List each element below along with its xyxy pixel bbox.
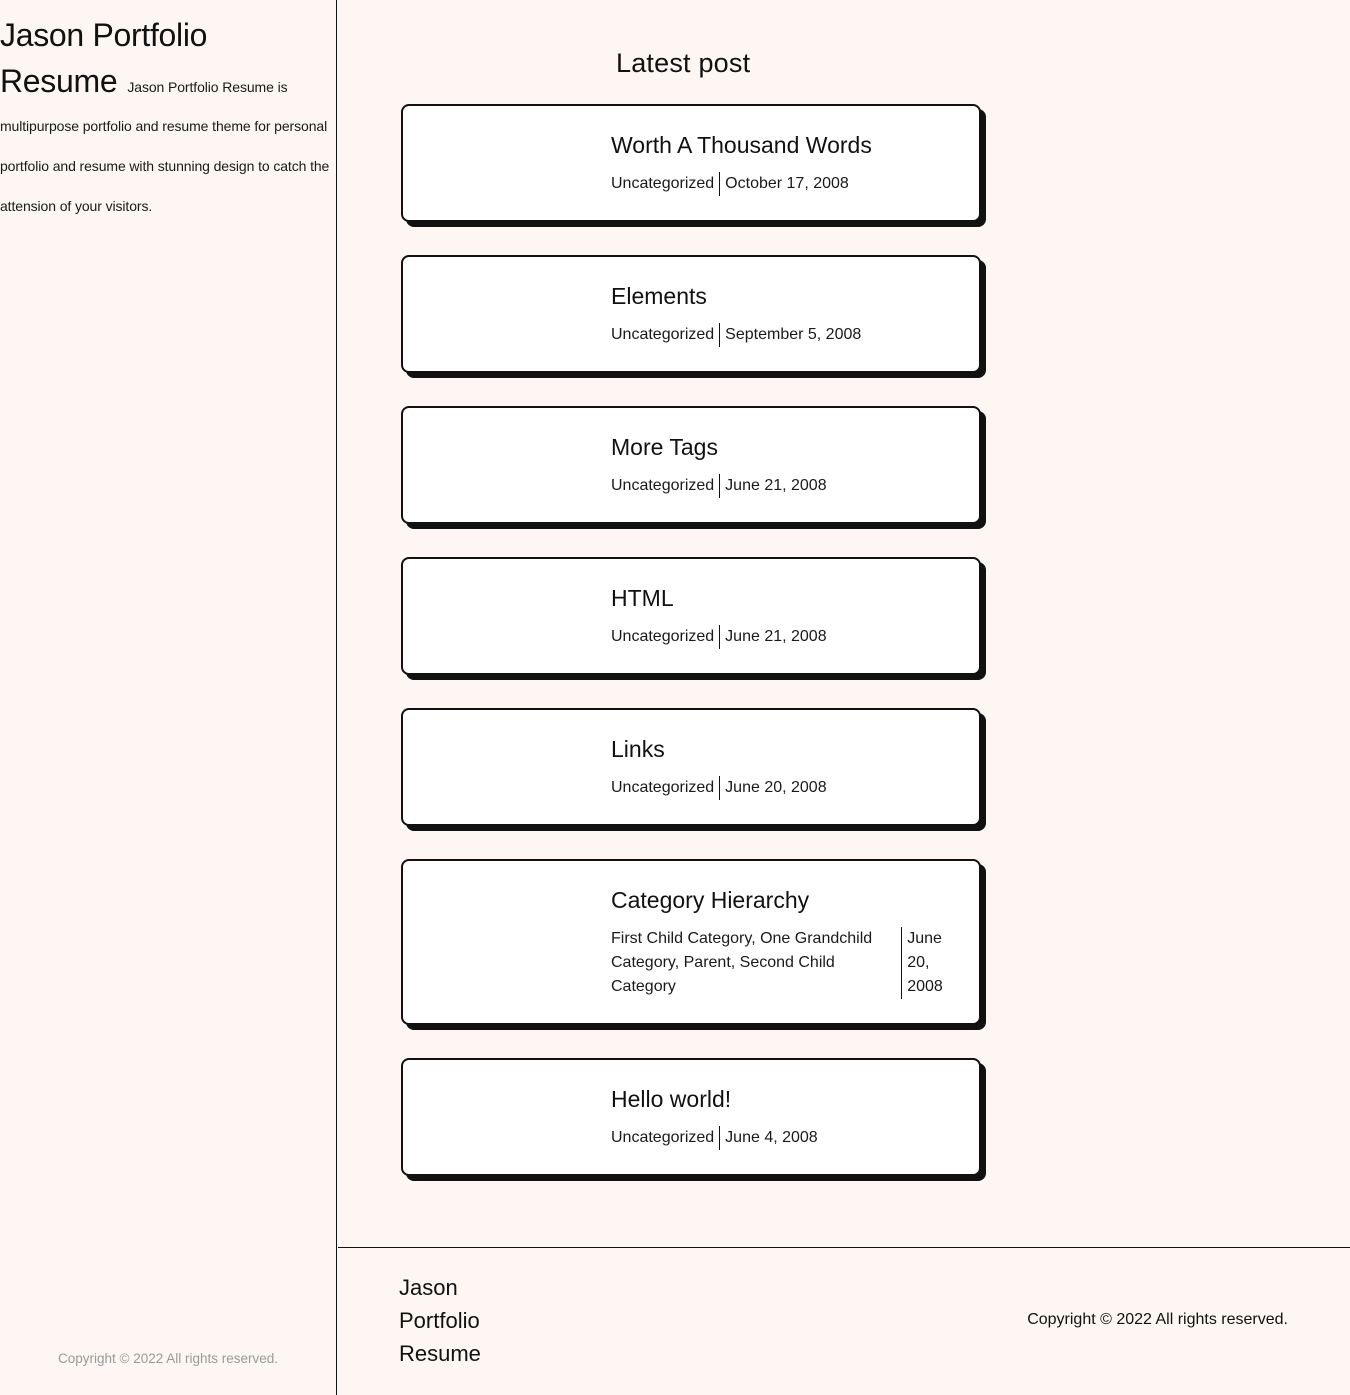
post-date-link[interactable]: June 21, 2008	[725, 477, 827, 494]
post-meta	[611, 927, 959, 999]
post-category-link[interactable]: First Child Category, One Grandchild Category, Parent, Second Child Category	[611, 930, 873, 995]
post-category-link[interactable]: Uncategorized	[611, 175, 715, 192]
post-meta	[611, 776, 959, 800]
section-heading: Latest post	[616, 48, 751, 78]
post-meta	[611, 172, 959, 196]
post-category-link[interactable]: Uncategorized	[611, 326, 715, 343]
post-title-link[interactable]: More Tags	[611, 434, 718, 460]
footer-site-title[interactable]: Jason Portfolio Resume	[399, 1275, 481, 1366]
post-card	[401, 557, 981, 675]
footer	[338, 1247, 1350, 1395]
post-category-link[interactable]: Uncategorized	[611, 477, 715, 494]
post-meta	[611, 323, 959, 347]
post-card	[401, 1058, 981, 1176]
post-meta	[611, 625, 959, 649]
post-date-link[interactable]: October 17, 2008	[725, 175, 849, 192]
site-branding	[0, 16, 333, 227]
post-date-link[interactable]: June 20, 2008	[907, 930, 943, 995]
post-card	[401, 708, 981, 826]
post-category-link[interactable]: Uncategorized	[611, 1129, 715, 1146]
post-title-link[interactable]: Category Hierarchy	[611, 887, 810, 913]
post-date-link[interactable]: June 21, 2008	[725, 628, 827, 645]
post-title-link[interactable]: Elements	[611, 283, 707, 309]
post-meta	[611, 1126, 959, 1150]
post-category-link[interactable]: Uncategorized	[611, 628, 715, 645]
sidebar	[0, 0, 337, 1395]
post-card	[401, 406, 981, 524]
post-meta	[611, 474, 959, 498]
footer-copyright: Copyright © 2022 All rights reserved.	[1027, 1311, 1288, 1328]
post-card	[401, 859, 981, 1025]
post-card	[401, 104, 981, 222]
post-card	[401, 255, 981, 373]
post-title-link[interactable]: Worth A Thousand Words	[611, 132, 872, 158]
post-title-link[interactable]: Links	[611, 736, 665, 762]
post-date-link[interactable]: June 20, 2008	[725, 779, 827, 796]
site-title-link[interactable]: Jason Portfolio Resume	[0, 17, 208, 99]
post-date-link[interactable]: June 4, 2008	[725, 1129, 818, 1146]
site-description: Jason Portfolio Resume is multipurpose portfolio and resume theme for personal portfolio and resume with stunning design to catch the attension of your visitors.	[0, 78, 330, 214]
post-list	[401, 104, 981, 1209]
post-date-link[interactable]: September 5, 2008	[725, 326, 862, 343]
sidebar-copyright: Copyright © 2022 All rights reserved.	[58, 1351, 279, 1366]
post-title-link[interactable]: Hello world!	[611, 1086, 732, 1112]
post-category-link[interactable]: Uncategorized	[611, 779, 715, 796]
post-title-link[interactable]: HTML	[611, 585, 674, 611]
